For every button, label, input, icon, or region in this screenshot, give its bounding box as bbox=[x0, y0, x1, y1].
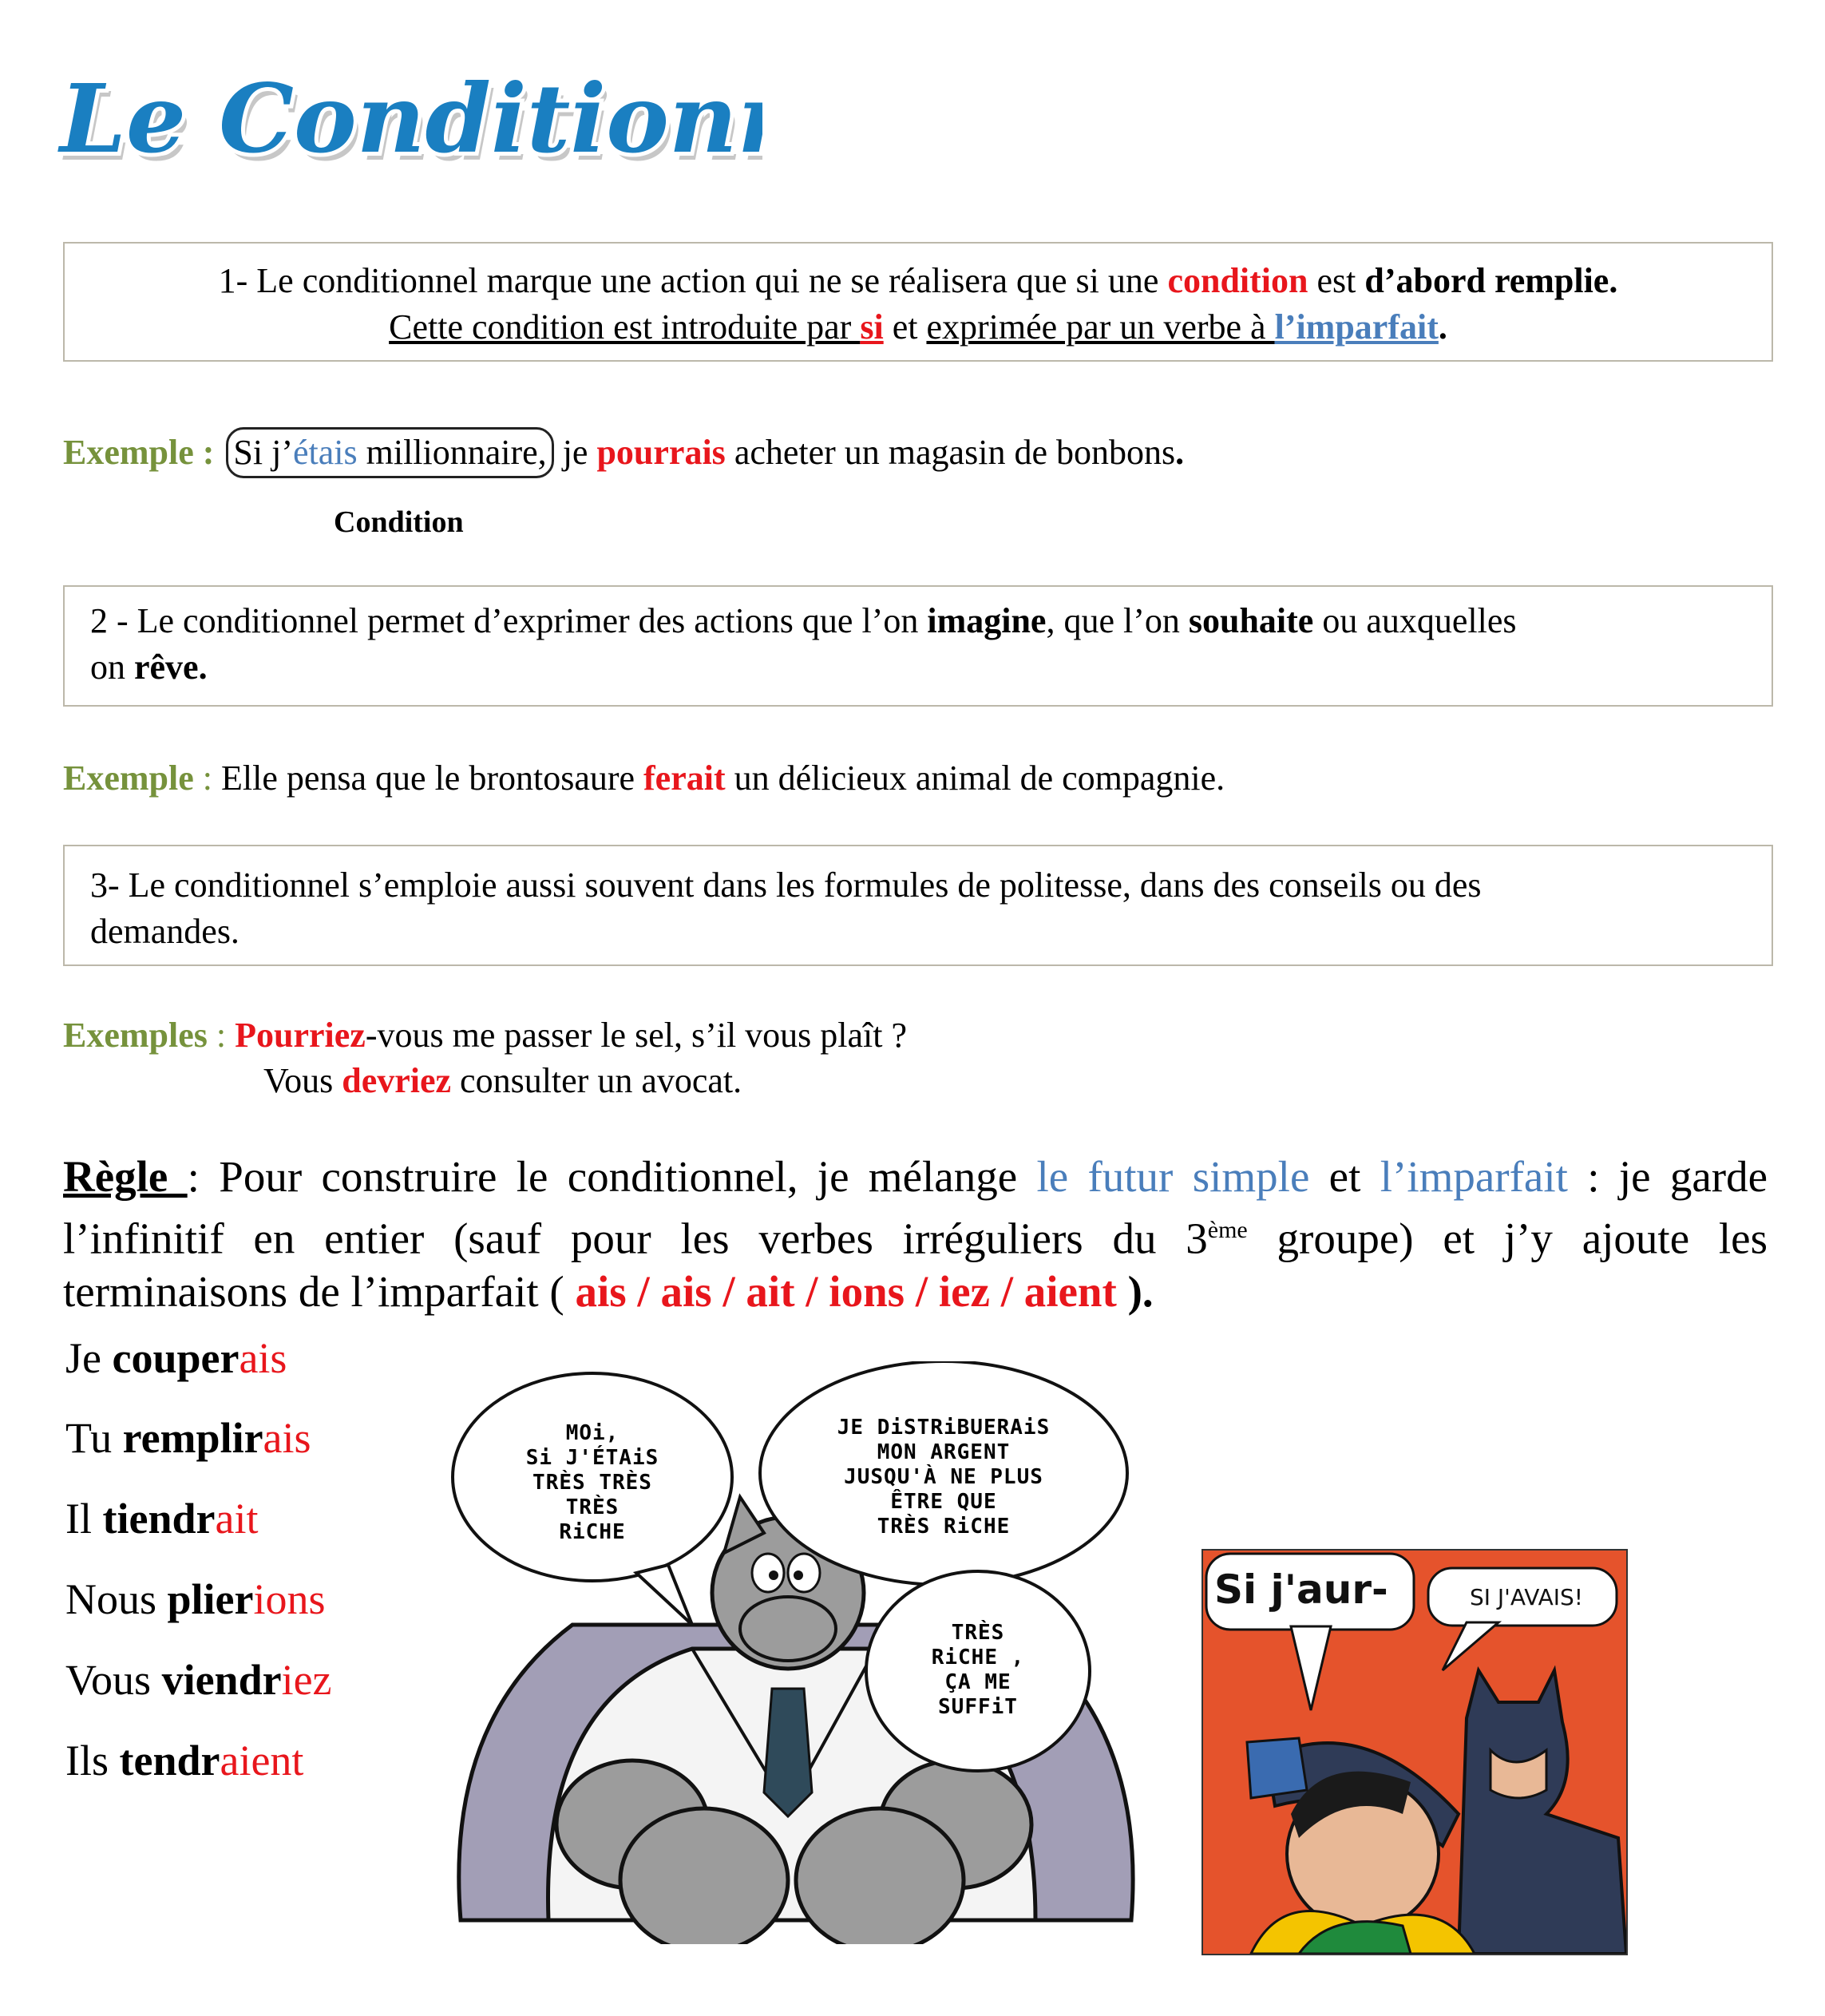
cat-bubble-1: MOi, Si J'ÉTAiS TRÈS TRÈS TRÈS RiCHE bbox=[525, 1421, 659, 1544]
definition-box-3: 3- Le conditionnel s’emploie aussi souvent dans les formules de politesse, dans des conseils ou des demandes. bbox=[63, 845, 1773, 966]
cat-bubble-2: JE DiSTRiBUERAiS MON ARGENT JUSQU'À NE PLUS ÊTRE QUE TRÈS RiCHE bbox=[837, 1416, 1051, 1539]
robin-speech: Si j'aur- bbox=[1214, 1566, 1388, 1613]
conj-row: Ils tendraient bbox=[65, 1737, 304, 1784]
condition-caption: Condition bbox=[334, 505, 464, 539]
page-title bbox=[44, 32, 762, 192]
example-2: Exemple : Elle pensa que le brontosaure ferait un délicieux animal de compagnie. bbox=[63, 758, 1225, 798]
example-3-line2: Vous devriez consulter un avocat. bbox=[263, 1061, 742, 1100]
definition-box-2: 2 - Le conditionnel permet d’exprimer des actions que l’on imagine, que l’on souhaite ou auxquelles on rêve. bbox=[63, 585, 1773, 707]
example-1: Exemple : Si j’étais millionnaire, je pourrais acheter un magasin de bonbons. bbox=[63, 427, 1184, 478]
cat-comic-illustration bbox=[429, 1361, 1155, 1944]
conj-row: Je couperais bbox=[65, 1334, 287, 1382]
batman-slap-comic bbox=[1201, 1549, 1628, 1955]
cat-bubble-3: TRÈS RiCHE , ÇA ME SUFFiT bbox=[931, 1621, 1025, 1719]
svg-text:Le Conditionnel: Le Condition bbox=[65, 71, 742, 182]
conj-row: Tu remplirais bbox=[65, 1414, 311, 1462]
definition-box-1 bbox=[63, 242, 1773, 362]
batman-speech: SI J'AVAIS! bbox=[1469, 1584, 1584, 1610]
example-3: Exemples : Pourriez-vous me passer le sel, s’il vous plaît ? bbox=[63, 1016, 908, 1055]
conj-row: Nous plierions bbox=[65, 1575, 326, 1623]
conj-row: Vous viendriez bbox=[65, 1656, 332, 1704]
box1-line1: 1- Le conditionnel marque une action qui ne se réalisera que si une condition est d’abord remplie. bbox=[218, 261, 1618, 300]
conj-row: Il tiendrait bbox=[65, 1495, 259, 1543]
box1-line2: Cette condition est introduite par si et exprimée par un verbe à l’imparfait. bbox=[389, 307, 1447, 347]
title-text: Le Condition bbox=[60, 63, 738, 174]
condition-clause: Si j’étais millionnaire, bbox=[226, 427, 553, 478]
rule-paragraph: Règle : Pour construire le conditionnel, je mélange le futur simple et l’imparfait : je garde l’infinitif en entier (sauf pour les verbes irréguliers du 3ème groupe) et j’y ajoute les terminaisons de l’imparfait ( ais / ais / ait / ions / iez / aient ). bbox=[63, 1152, 1768, 1317]
title-logo bbox=[44, 32, 762, 192]
